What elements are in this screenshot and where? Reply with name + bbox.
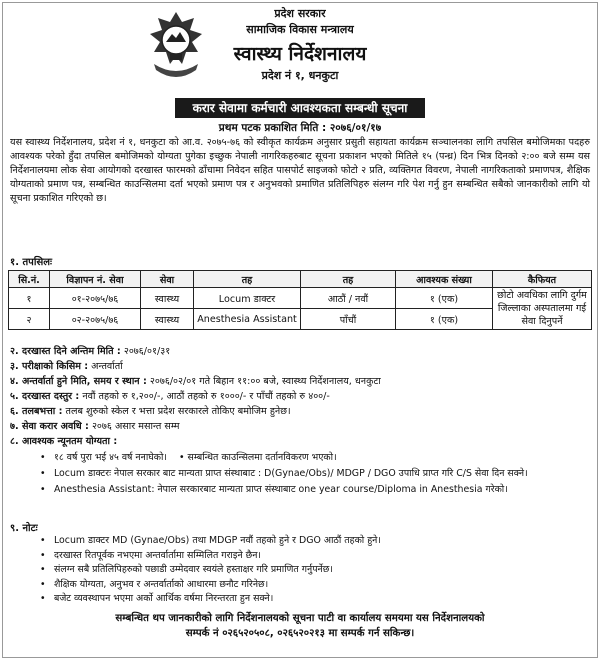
- list-item: • Anesthesia Assistant: नेपाल सरकारबाट मान्यता प्राप्त संस्थाबाट one year course/Diploma in Anesthesia गरेको।: [40, 484, 508, 495]
- footer-line-2: सम्पर्क नं ०२६५२०५०८, ०२६५२०२१३ मा सम्पर्क गर्न सकिन्छ।: [185, 628, 415, 639]
- cell-adv-no: ०२-२०७५/७६: [50, 309, 141, 330]
- cell-sn: १: [9, 288, 50, 309]
- item-salary: ६. तलबभत्ता : तलब शुरुको स्केल र भत्ता प्रदेश सरकारले तोकिए बमोजिम हुनेछ।: [10, 406, 291, 417]
- cell-level: आठौं / नवौं: [301, 288, 396, 309]
- col-header-remark: कैफियत: [493, 271, 592, 288]
- cell-remark: छोटो अवधिका लागि दुर्गम जिल्लाका अस्पतालमा गई सेवा दिनुपर्ने: [493, 288, 592, 330]
- col-header-sn: सि.नं.: [9, 271, 50, 288]
- cell-level: पाँचौं: [301, 309, 396, 330]
- notes-title: ९. नोटः: [10, 523, 38, 534]
- col-header-level: तह: [301, 271, 396, 288]
- header-line-government: प्रदेश सरकार: [274, 7, 326, 20]
- section-1-title: १. तपसिलः: [10, 257, 53, 268]
- col-header-service: सेवा: [141, 271, 194, 288]
- cell-count: १ (एक): [396, 288, 493, 309]
- col-header-post: तह: [194, 271, 301, 288]
- list-item: • Locum डाक्टरः नेपाल सरकार बाट मान्यता प्राप्त संस्थाबाट : D(Gynae/Obs)/ MDGP / DGO उपाधि प्राप्त गरि C/S सेवा दिन सक्ने।: [40, 468, 528, 479]
- item-interview: ४. अन्तर्वार्ता हुने मिति, समय र स्थान : २०७६/०२/०१ गते बिहान ११:०० बजे, स्वास्थ्य निर्देशनालय, धनकुटा: [10, 376, 381, 387]
- contact-footer: [0, 611, 600, 641]
- list-item: • संलग्न सबै प्रतिलिपिहरुको पछाडी उम्मेदवार स्वयंले हस्ताक्षर गरि प्रमाणित गर्नुपर्नेछ।: [40, 564, 333, 575]
- office-address: प्रदेश नं १, धनकुटा: [261, 69, 339, 82]
- notice-banner: करार सेवामा कर्मचारी आवश्यकता सम्बन्धी सूचना: [175, 98, 425, 118]
- list-item: • बजेट व्यवस्थापन भएमा अर्को आर्थिक वर्षमा निरन्तरता हुन सक्ने।: [40, 593, 274, 604]
- header-line-ministry: सामाजिक विकास मन्त्रालय: [246, 23, 354, 36]
- table-header-row: [9, 271, 592, 288]
- publication-date: प्रथम पटक प्रकाशित मिति : २०७६/०१/१७: [218, 122, 382, 134]
- vacancy-table: [8, 270, 592, 330]
- cell-service: स्वास्थ्य: [141, 288, 194, 309]
- office-title: स्वास्थ्य निर्देशनालय: [233, 43, 367, 65]
- col-header-count: आवश्यक संख्या: [396, 271, 493, 288]
- col-header-adv-no: विज्ञापन नं. सेवा: [50, 271, 141, 288]
- table-row: [9, 288, 592, 309]
- item-exam-type: ३. परीक्षाको किसिम : अन्तर्वार्ता: [10, 361, 123, 372]
- cell-post: Anesthesia Assistant: [194, 309, 301, 330]
- letterhead: [0, 0, 600, 96]
- qualification-list: [40, 451, 585, 497]
- list-item: • दरखास्त रितपूर्वक नभएमा अन्तर्वार्तामा सम्मिलित गराइने छैन।: [40, 549, 261, 561]
- item-fee: ५. दरखास्त दस्तुर : नवौं तहको रु १,२००/-, आठौं तहको रु १०००/- र पाँचौं तहको रु ४००/-: [10, 391, 330, 402]
- cell-sn: २: [9, 309, 50, 330]
- cell-service: स्वास्थ्य: [141, 309, 194, 330]
- intro-paragraph: यस स्वास्थ्य निर्देशनालय, प्रदेश नं १, धनकुटा को आ.व. २०७५-७६ को स्वीकृत कार्यक्रम अनुसार प्रसुती सहायता कार्यक्रम सञ्चालनका लागि तपसिल बमोजिमका पदहरु आवश्यक परेको हुँदा तपसिल बमोजिमको योग्यता पुगेका इच्छुक नेपाली नागरिकहरुबाट सूचना प्रकाशन भएको मितिले १५ (पन्ध्र) दिन भित्र दिनको २:०० बजे सम्म यस निर्देशनालयमा लोक सेवा आयोगको दरखास्त फारमको ढाँचामा निवेदन सहित पासपोर्ट साइजको फोटो २ प्रति, व्यक्तिगत विवरण, नेपाली नागरिकताको प्रमाणपत्र, शैक्षिक योग्यताको प्रमाण पत्र, सम्बन्धित काउन्सिलमा दर्ता भएको प्रमाण पत्र र अनुभवको प्रमाणित प्रतिलिपिहरु संलग्न गरि पेश गर्नु हुन सम्बन्धित सबैको जानकारीको लागि यो सूचना प्रकाशित गरिएको छ।: [10, 137, 590, 204]
- notes-list: [40, 534, 580, 607]
- cell-adv-no: ०१-२०७५/७६: [50, 288, 141, 309]
- item-contract-period: ७. सेवा करार अवधि : २०७६ असार मसान्त सम्म: [10, 421, 180, 432]
- list-item: • १८ वर्ष पुरा भई ४५ वर्ष ननाघेको। • सम्बन्धित काउन्सिलमा दर्तानविकरण भएको।: [40, 452, 337, 463]
- cell-post: Locum डाक्टर: [194, 288, 301, 309]
- item-qualification-title: ८. आवश्यक न्यूनतम योग्यता :: [10, 436, 118, 447]
- footer-line-1: सम्बन्धित थप जानकारीको लागि निर्देशनालयको सूचना पाटी वा कार्यालय समयमा यस निर्देशनालयको: [115, 613, 485, 624]
- list-item: • Locum डाक्टर MD (Gynae/Obs) तथा MDGP नवौं तहको हुने र DGO आठौं तहको हुने।: [40, 535, 381, 546]
- list-item: • शैक्षिक योग्यता, अनुभव र अन्तर्वार्ताको आधारमा छनौट गरिनेछ।: [40, 578, 269, 590]
- item-deadline: २. दरखास्त दिने अन्तिम मिति : २०७६/०१/३१: [10, 346, 171, 357]
- cell-count: १ (एक): [396, 309, 493, 330]
